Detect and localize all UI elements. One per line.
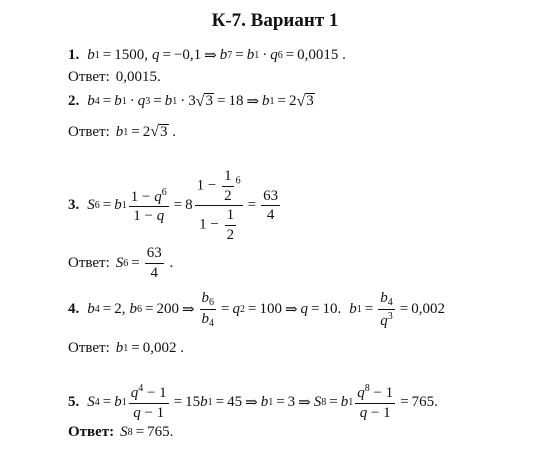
problem-5-solution: 5. S 4 = b 1 $\frac{q^4 - 1}{q - 1}$ = 15 b 1 = 45 ⇒ b 1 = 3 ⇒ S 8 = b 1 $\frac{q^8 - 1}{q - 1}$ = 765 . xyxy=(68,383,438,421)
problem-number: 1. xyxy=(68,47,80,63)
problem-3-answer: Ответ: S 6 = $\frac{63}{4}$ . xyxy=(68,245,174,281)
problem-2-answer: Ответ: b 1 = 2 √ 3 . xyxy=(68,123,177,140)
problem-3-solution: 3. S 6 = b 1 $\frac{1 - q^6}{1 - q}$ = 8 1 − $\frac{1}{2}$ $^6$ 1 − $\frac{1}{2}$ = $\frac{63}{4}$ xyxy=(68,168,279,243)
fraction: $\frac{b_4}{q^3}$ xyxy=(380,290,393,329)
fraction: $\frac{q^4 - 1}{q - 1}$ xyxy=(130,383,167,421)
fraction: 1 − $\frac{1}{2}$ $^6$ 1 − $\frac{1}{2}$ xyxy=(196,168,241,243)
fraction: $\frac{b_6}{b_4}$ xyxy=(201,290,215,330)
fraction: $\frac{1 - q^6}{1 - q}$ xyxy=(130,186,167,224)
problem-1-answer: Ответ: 0,0015. xyxy=(68,69,161,85)
page-title: К-7. Вариант 1 xyxy=(211,10,339,31)
problem-4-solution: 4. b 4 = 2 , b 6 = 200 ⇒ $\frac{b_6}{b_4}$ = q 2 = 100 ⇒ q = 10 . b 1 = $\frac{b_4}{q^3}$ = 0,002 xyxy=(68,290,445,330)
problem-1-solution: 1. b 1 = 1500 , q = −0,1 ⇒ b 7 = b 1 · q 6 = 0,0015 . xyxy=(68,47,346,64)
problem-5-answer: Ответ: S 8 = 765 . xyxy=(68,424,174,440)
problem-4-answer: Ответ: b 1 = 0,002 . xyxy=(68,340,184,356)
fraction: $\frac{q^8 - 1}{q - 1}$ xyxy=(357,383,394,421)
fraction: $\frac{63}{4}$ xyxy=(263,187,279,223)
fraction: $\frac{63}{4}$ xyxy=(146,245,162,281)
problem-2-solution: 2. b 4 = b 1 · q 3 = b 1 · 3 √ 3 = 18 ⇒ b 1 = 2 √ 3 xyxy=(68,92,314,110)
